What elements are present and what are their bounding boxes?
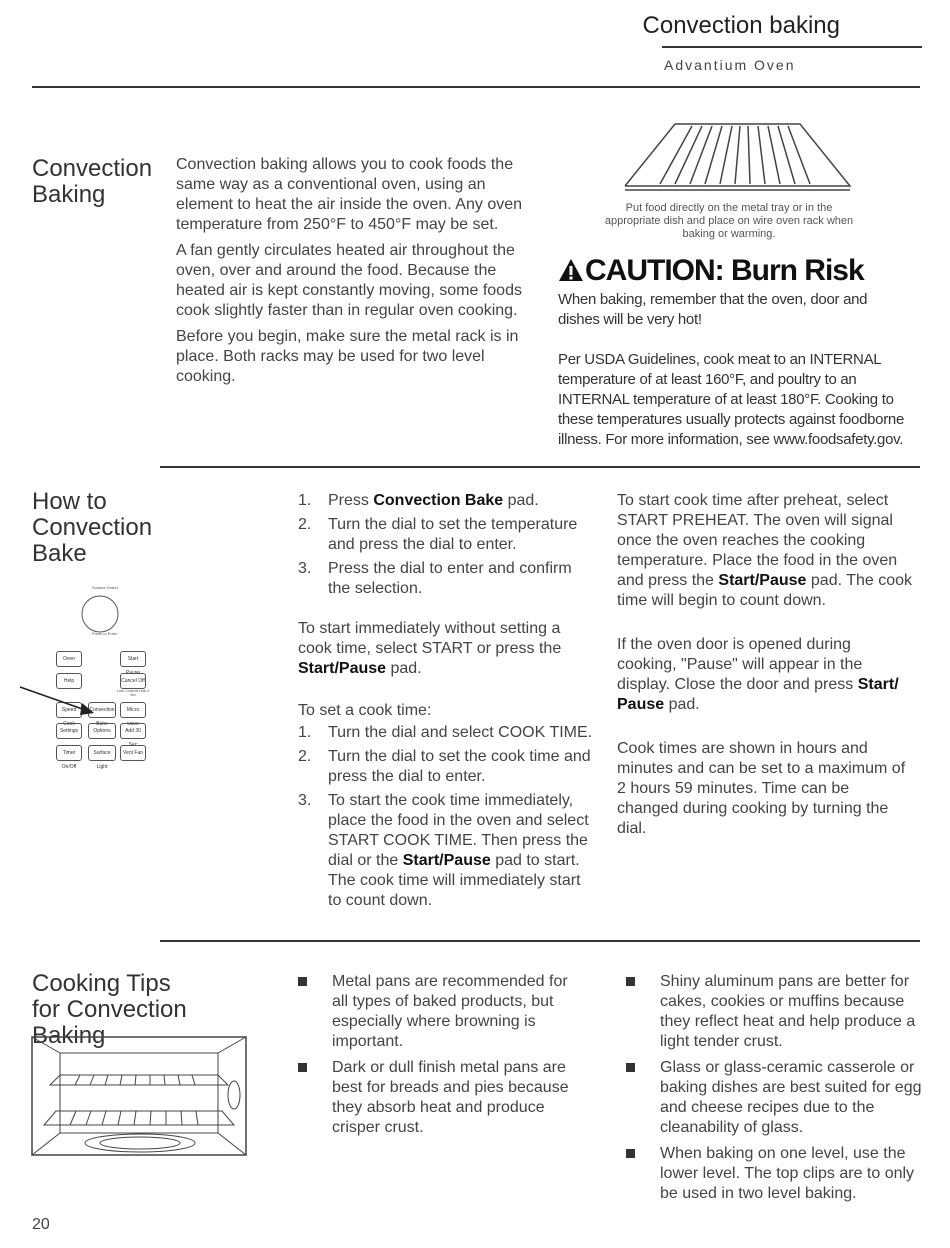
lock-controls-label: Lock Controls Hold 3 Sec xyxy=(116,689,150,697)
list-item: 3. Press the dial to enter and confirm the selection. xyxy=(298,560,572,597)
convection-bake-button: Convection Bake xyxy=(88,702,116,718)
cooking-tips-left xyxy=(298,972,588,1144)
list-item: Glass or glass-ceramic casserole or baking dishes are best suited for egg and cheese recipes due to the cleanability of glass. xyxy=(626,1058,926,1138)
start-immediately-text: To start immediately without setting a cook time, select START or press the Start/Pause pad. xyxy=(298,620,562,677)
dial-label-bottom: Press to Enter xyxy=(92,631,118,636)
list-item: Dark or dull finish metal pans are best for breads and pies because they absorb heat and produce crisper crust. xyxy=(298,1058,588,1138)
door-open-text: If the oven door is opened during cooking, "Pause" will appear in the display. Close the door and press Start/ Pause pad. xyxy=(617,636,899,713)
list-item: Shiny aluminum pans are better for cakes, cookies or muffins because they reflect heat and help produce a light tender crust. xyxy=(626,972,926,1052)
paragraph: A fan gently circulates heated air throughout the oven, over and around the food. Because the heated air is kept constantly moving, some foods cook slightly faster than in regular oven cooking. xyxy=(176,242,522,319)
page-number: 20 xyxy=(32,1216,50,1233)
cook-time-intro: To set a cook time: xyxy=(298,702,432,719)
list-item: 2. Turn the dial to set the cook time and press the dial to enter. xyxy=(298,748,591,785)
timer-button: Timer On/Off xyxy=(56,745,82,761)
tips-list xyxy=(298,972,588,1138)
microwave-button: Micro wave xyxy=(120,702,146,718)
list-item: 1. Press Convection Bake pad. xyxy=(298,492,539,509)
oven-interior-illustration xyxy=(30,1035,250,1160)
surface-light-button: Surface Light xyxy=(88,745,116,761)
list-item: 3. To start the cook time immediately, place the food in the oven and select START COOK TIME. Then press the dial or the Start/Pause pad to start. The cook time will immediately start to count down. xyxy=(298,792,589,909)
square-bullet-icon xyxy=(626,1063,635,1072)
pointer-arrow-icon xyxy=(18,685,108,725)
add-30-sec-button: Add 30 Sec xyxy=(120,723,146,739)
control-panel-illustration xyxy=(40,585,165,770)
section-divider xyxy=(160,940,920,942)
cook-times-text: Cook times are shown in hours and minutes and can be set to a maximum of 2 hours 59 minutes. Time can be changed during cooking by turning the dial. xyxy=(617,740,906,837)
dial-label-top: Surface Select xyxy=(92,585,119,590)
convection-bake-steps xyxy=(298,491,593,915)
page-header-title: Convection baking xyxy=(642,12,840,39)
tips-list xyxy=(626,972,926,1204)
section-title-convection-baking: Convection Baking xyxy=(32,155,153,208)
page-header-subtitle: Advantium Oven xyxy=(664,57,796,73)
preheat-text: To start cook time after preheat, select START PREHEAT. The oven will signal once the oven reaches the cooking temperature. Place the food in the oven and press the Start/Pause pad. The cook time will begin to count down. xyxy=(617,492,913,609)
list-item: When baking on one level, use the lower level. The top clips are to only be used in two level baking. xyxy=(626,1144,926,1204)
square-bullet-icon xyxy=(626,977,635,986)
cancel-off-button: Cancel Off xyxy=(120,673,146,689)
settings-button: Settings xyxy=(56,723,82,739)
start-pause-button: Start Pause xyxy=(120,651,146,667)
section-title-how-to-convection-bake: How to Convection Bake xyxy=(32,488,153,567)
list-item: 1. Turn the dial and select COOK TIME. xyxy=(298,724,593,741)
warning-triangle-icon xyxy=(558,258,584,282)
paragraph: Convection baking allows you to cook foods the same way as a conventional oven, using an element to heat the air inside the oven. Any oven temperature from 250°F to 450°F may be set. xyxy=(176,156,523,233)
convection-intro-text xyxy=(176,155,541,393)
section-divider xyxy=(160,466,920,468)
square-bullet-icon xyxy=(298,977,307,986)
vent-fan-button: Vent Fan xyxy=(120,745,146,761)
cooking-tips-right xyxy=(626,972,926,1210)
square-bullet-icon xyxy=(626,1149,635,1158)
caution-text: When baking, remember that the oven, door and dishes will be very hot! xyxy=(558,291,868,328)
paragraph: Before you begin, make sure the metal rack is in place. Both racks may be used for two level cooking. xyxy=(176,328,519,385)
square-bullet-icon xyxy=(298,1063,307,1072)
usda-guidelines-text: Per USDA Guidelines, cook meat to an INTERNAL temperature of at least 160°F, and poultry to an INTERNAL temperature of at least 180°F. Cooking to these temperatures usually protects against foodborne illness. For more information, see www.foodsafety.gov. xyxy=(558,351,904,448)
list-item: 2. Turn the dial to set the temperature and press the dial to enter. xyxy=(298,516,578,553)
help-button: Help xyxy=(56,673,82,689)
cook-time-steps-list xyxy=(298,723,593,911)
oven-button: Oven xyxy=(56,651,82,667)
speed-cook-button: Speed Cook xyxy=(56,702,82,718)
convection-bake-notes xyxy=(617,491,912,845)
steps-list xyxy=(298,491,593,599)
options-button: Options xyxy=(88,723,116,739)
rack-caption: Put food directly on the metal tray or in the appropriate dish and place on wire oven rack when baking or warming. xyxy=(604,202,854,240)
section-title-cooking-tips: Cooking Tips for Convection Baking xyxy=(32,970,187,1049)
caution-heading: CAUTION: Burn Risk xyxy=(585,254,864,287)
wire-rack-illustration xyxy=(620,118,855,198)
top-divider xyxy=(32,86,920,88)
list-item: Metal pans are recommended for all types of baked products, but especially where browning is important. xyxy=(298,972,588,1052)
header-divider xyxy=(662,46,922,48)
